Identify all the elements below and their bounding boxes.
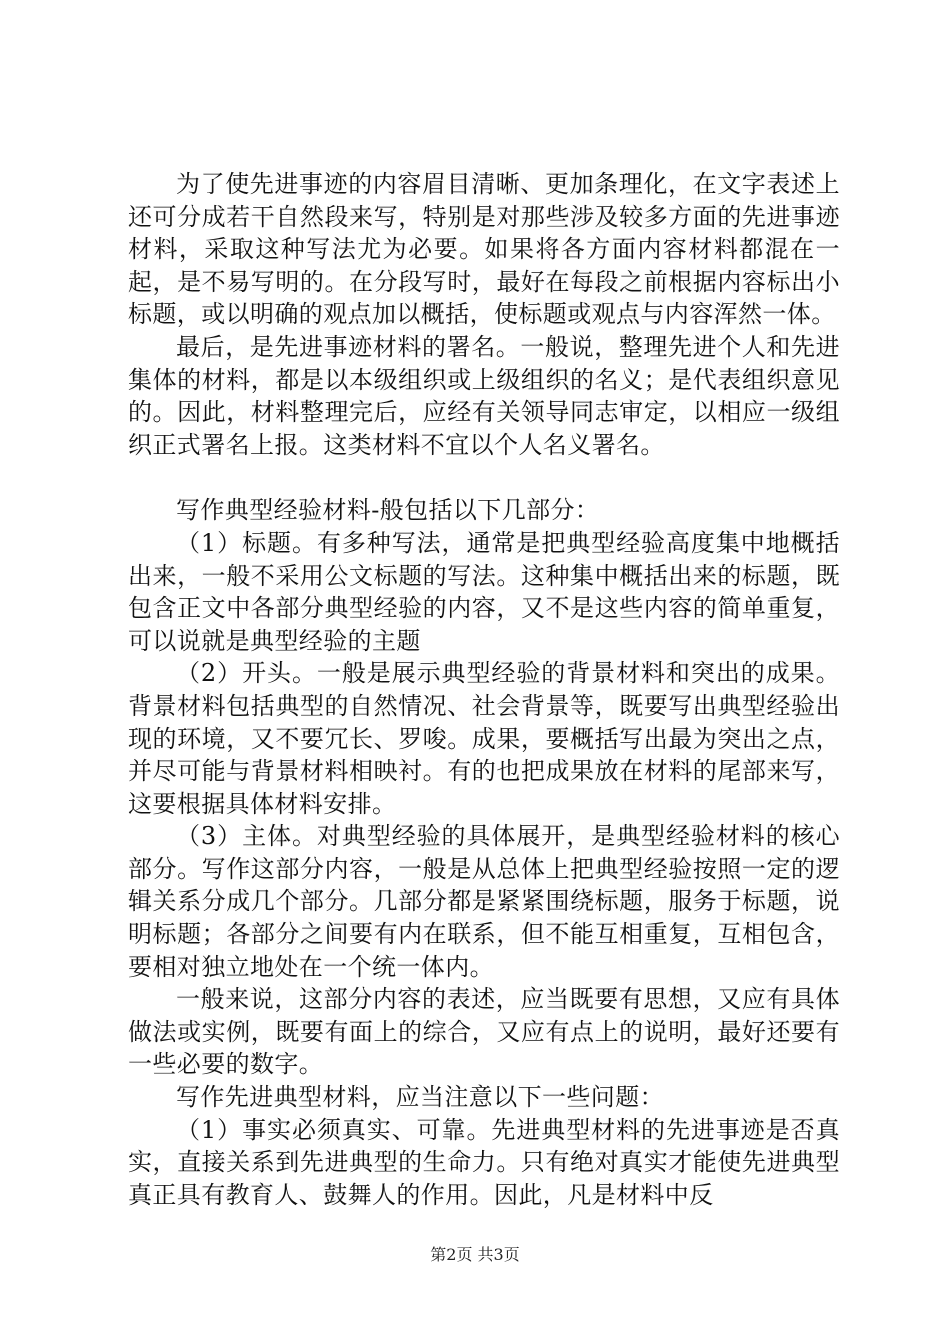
body-text: [128, 168, 840, 1211]
paragraph: （2）开头。一般是展示典型经验的背景材料和突出的成果。背景材料包括典型的自然情况、社会背景等，既要写出典型经验出现的环境，又不要冗长、罗唆。成果，要概括写出最为突出之点，并尽可能与背景材料相映衬。有的也把成果放在材料的尾部来写，这要根据具体材料安排。: [128, 659, 840, 818]
paragraph: 写作典型经验材料-般包括以下几部分：: [176, 496, 600, 525]
paragraph: 写作先进典型材料，应当注意以下一些问题：: [176, 1083, 664, 1112]
page-footer: 第2页 共3页: [430, 1245, 520, 1264]
paragraph: （3）主体。对典型经验的具体展开，是典型经验材料的核心部分。写作这部分内容，一般是从总体上把典型经验按照一定的逻辑关系分成几个部分。几部分都是紧紧围绕标题，服务于标题，说明标题；各部分之间要有内在联系，但不能互相重复，互相包含，要相对独立地处在一个统一体内。: [128, 822, 840, 981]
paragraph: （1）标题。有多种写法，通常是把典型经验高度集中地概括出来，一般不采用公文标题的写法。这种集中概括出来的标题，既包含正文中各部分典型经验的内容，又不是这些内容的简单重复，可以说就是典型经验的主题: [128, 528, 840, 655]
paragraph: 一般来说，这部分内容的表述，应当既要有思想，又应有具体做法或实例，既要有面上的综合，又应有点上的说明，最好还要有一些必要的数字。: [128, 985, 840, 1079]
paragraph: 最后，是先进事迹材料的署名。一般说，整理先进个人和先进集体的材料，都是以本级组织或上级组织的名义；是代表组织意见的。因此，材料整理完后，应经有关领导同志审定，以相应一级组织正式署名上报。这类材料不宜以个人名义署名。: [128, 332, 840, 459]
paragraph-gap: [128, 461, 840, 494]
paragraph: 为了使先进事迹的内容眉目清晰、更加条理化，在文字表述上还可分成若干自然段来写，特别是对那些涉及较多方面的先进事迹材料，采取这种写法尤为必要。如果将各方面内容材料都混在一起，是不易写明的。在分段写时，最好在每段之前根据内容标出小标题，或以明确的观点加以概括，使标题或观点与内容浑然一体。: [128, 170, 840, 329]
paragraph: （1）事实必须真实、可靠。先进典型材料的先进事迹是否真实，直接关系到先进典型的生命力。只有绝对真实才能使先进典型真正具有教育人、鼓舞人的作用。因此，凡是材料中反: [128, 1115, 840, 1209]
